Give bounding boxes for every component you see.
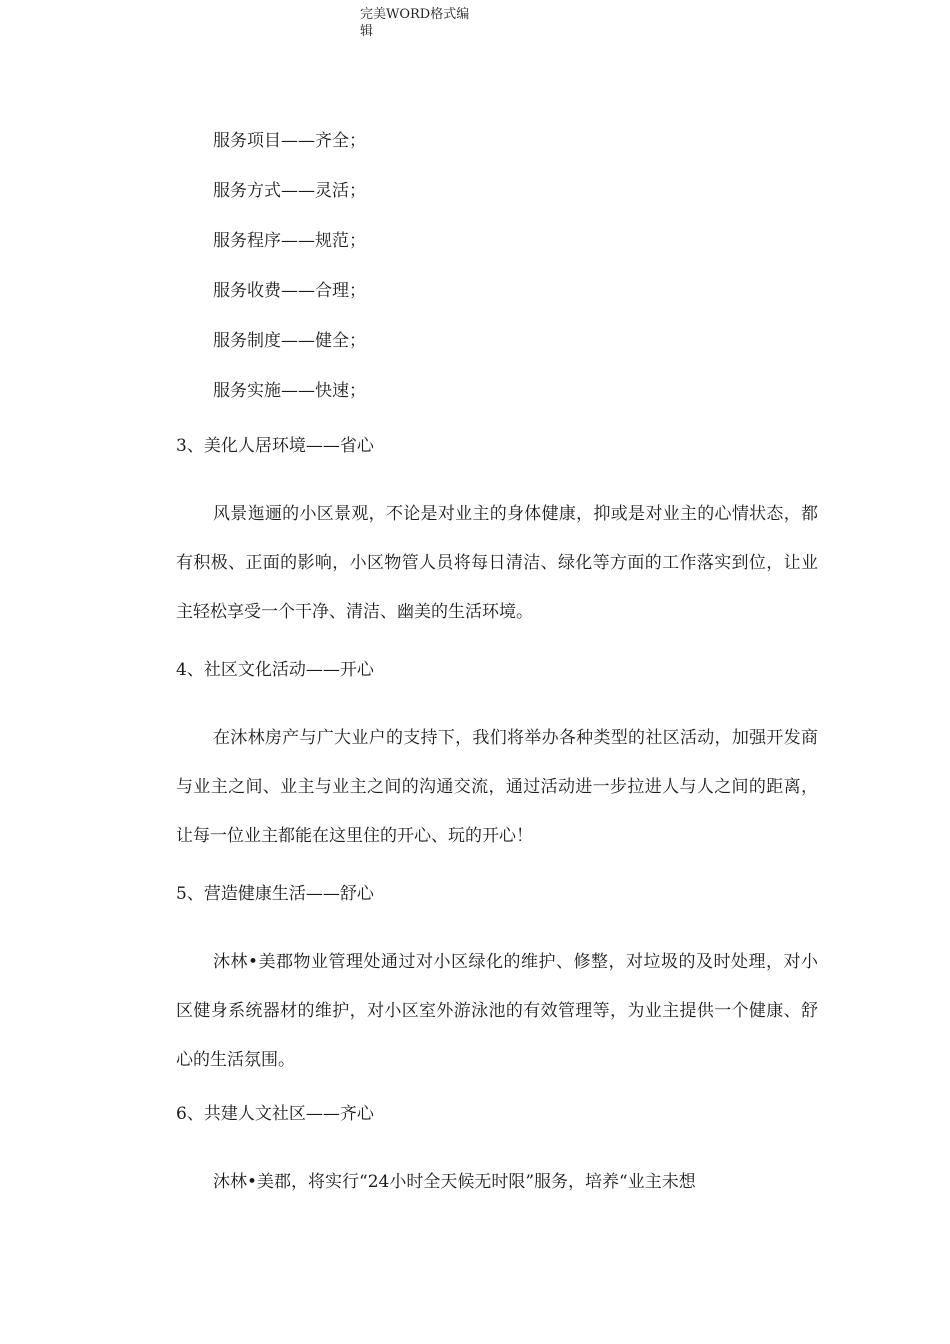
section-paragraph-6: 沐林•美郡，将实行“24小时全天候无时限”服务，培养“业主未想: [213, 1172, 696, 1192]
service-item-scope: 服务项目——齐全；: [213, 131, 366, 151]
page-header: [360, 6, 490, 40]
section-paragraph-5: 沐林•美郡物业管理处通过对小区绿化的维护、修整，对垃圾的及时处理，对小区健身系统器材的维护，对小区室外游泳池的有效管理等，为业主提供一个健康、舒心的生活氛围。: [176, 952, 818, 1070]
service-item-method: 服务方式——灵活；: [213, 181, 366, 201]
service-item-system: 服务制度——健全；: [213, 331, 366, 351]
section-paragraph-4: 在沐林房产与广大业户的支持下，我们将举办各种类型的社区活动，加强开发商与业主之间、业主与业主之间的沟通交流，通过活动进一步拉进人与人之间的距离，让每一位业主都能在这里住的开心、玩的开心！: [176, 728, 818, 846]
section-heading-5: 5、营造健康生活——舒心: [176, 884, 374, 904]
section-paragraph-3: 风景迤逦的小区景观，不论是对业主的身体健康，抑或是对业主的心情状态，都有积极、正面的影响，小区物管人员将每日清洁、绿化等方面的工作落实到位，让业主轻松享受一个干净、清洁、幽美的生活环境。: [176, 504, 818, 622]
service-item-implementation: 服务实施——快速；: [213, 381, 366, 401]
section-heading-3: 3、美化人居环境——省心: [176, 436, 374, 456]
service-item-procedure: 服务程序——规范；: [213, 231, 366, 251]
header-line-1: 完美WORD格式编: [360, 7, 470, 22]
header-line-2: 辑: [360, 24, 374, 39]
service-item-fee: 服务收费——合理；: [213, 281, 366, 301]
section-heading-6: 6、共建人文社区——齐心: [176, 1104, 374, 1124]
section-heading-4: 4、社区文化活动——开心: [176, 660, 374, 680]
